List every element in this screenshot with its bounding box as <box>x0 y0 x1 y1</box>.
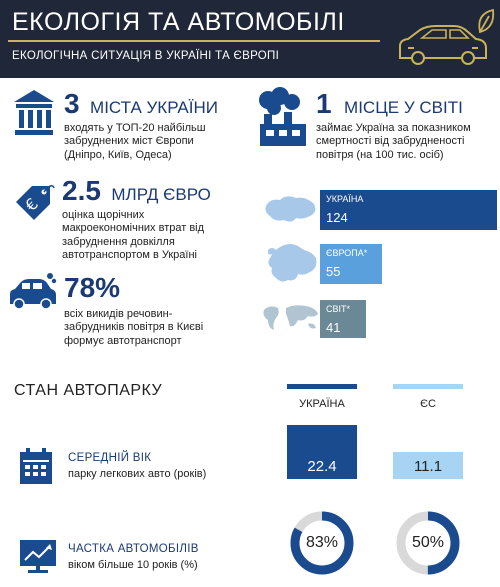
avg-age-ukraine-value: 22.4 <box>307 458 337 475</box>
fleet-section-title: СТАН АВТОПАРКУ <box>14 382 163 399</box>
euro-tag-icon <box>10 180 56 226</box>
old-share-eu-value: 50% <box>411 534 445 551</box>
stat-rank <box>316 88 500 162</box>
page-title: ЕКОЛОГІЯ ТА АВТОМОБІЛІ <box>12 8 345 36</box>
column-label-ukraine: УКРАЇНА <box>299 398 345 410</box>
ukraine-map-icon <box>262 190 320 230</box>
column-marker-ukraine <box>287 384 357 389</box>
stat-emissions <box>64 272 264 348</box>
mortality-bar-ukraine <box>320 190 497 230</box>
old-share-ukraine-value: 83% <box>305 534 339 551</box>
mortality-label-europe: ЄВРОПА* <box>326 248 368 258</box>
old-share-donut-ukraine <box>289 510 355 576</box>
avg-age-eu <box>393 452 463 479</box>
mortality-label-world: СВІТ* <box>326 304 351 314</box>
europe-map-icon <box>262 242 320 286</box>
stat-emissions-line: формує автотранспорт <box>64 334 182 347</box>
stat-cities-number: 3 <box>64 88 80 119</box>
stat-cities-line: входять у ТОП-20 найбільш <box>64 122 206 134</box>
stat-emissions-line: забрудників повітря в Києві <box>64 321 204 334</box>
mortality-value-europe: 55 <box>326 264 341 279</box>
stat-rank-number: 1 <box>316 88 332 119</box>
stat-losses-line: макроекономічних втрат від <box>62 222 205 235</box>
stat-cities-line: забруднених міст Європи <box>64 135 194 148</box>
avg-age-title: СЕРЕДНІЙ ВІК <box>68 452 152 464</box>
avg-age-ukraine <box>287 425 357 479</box>
stat-losses-number: 2.5 <box>62 175 101 206</box>
factory-smoke-icon <box>254 86 312 148</box>
stat-losses-line: забруднення довкілля <box>62 235 175 248</box>
page-subtitle: ЕКОЛОГІЧНА СИТУАЦІЯ В УКРАЇНІ ТА ЄВРОПІ <box>12 50 280 62</box>
stat-rank-line: повітря (на 100 тис. осіб) <box>316 148 444 161</box>
mortality-bar-europe <box>320 244 382 284</box>
header-divider <box>8 40 380 42</box>
stat-cities <box>64 88 254 162</box>
stat-rank-line: смертності від забрудненості <box>316 135 465 148</box>
stat-losses-line: автотранспортом в Україні <box>62 249 197 262</box>
column-marker-eu <box>393 384 463 389</box>
stat-cities-label: МІСТА УКРАЇНИ <box>90 98 218 117</box>
car-exhaust-icon <box>6 272 58 312</box>
stat-losses-label: МЛРД ЄВРО <box>111 185 211 204</box>
growth-chart-icon <box>18 538 58 574</box>
old-share-subtitle: віком більше 10 років (%) <box>68 559 198 571</box>
bank-building-icon <box>12 88 56 138</box>
stat-rank-label: МІСЦЕ У СВІТІ <box>344 98 463 117</box>
calendar-icon <box>18 446 54 486</box>
stat-rank-line: займає Україна за показником <box>316 122 471 134</box>
world-map-icon <box>260 300 322 334</box>
stat-cities-line: (Дніпро, Київ, Одеса) <box>64 148 172 161</box>
stat-losses-line: оцінка щорічних <box>62 209 145 221</box>
stat-emissions-number: 78% <box>64 272 121 303</box>
eco-car-icon <box>396 8 496 70</box>
old-share-title: ЧАСТКА АВТОМОБІЛІВ <box>68 543 199 555</box>
column-label-eu: ЄС <box>420 398 436 410</box>
stat-losses <box>62 175 262 263</box>
mortality-value-ukraine: 124 <box>326 210 348 225</box>
svg-text:€: € <box>21 194 42 215</box>
mortality-label-ukraine: УКРАЇНА <box>326 194 364 204</box>
mortality-value-world: 41 <box>326 320 341 335</box>
stat-emissions-line: всіх викидів речовин- <box>64 308 173 320</box>
mortality-bar-world <box>320 300 366 338</box>
avg-age-subtitle: парку легкових авто (років) <box>68 468 207 480</box>
header-banner <box>0 0 500 78</box>
avg-age-eu-value: 11.1 <box>413 458 443 475</box>
old-share-donut-eu <box>395 510 461 576</box>
